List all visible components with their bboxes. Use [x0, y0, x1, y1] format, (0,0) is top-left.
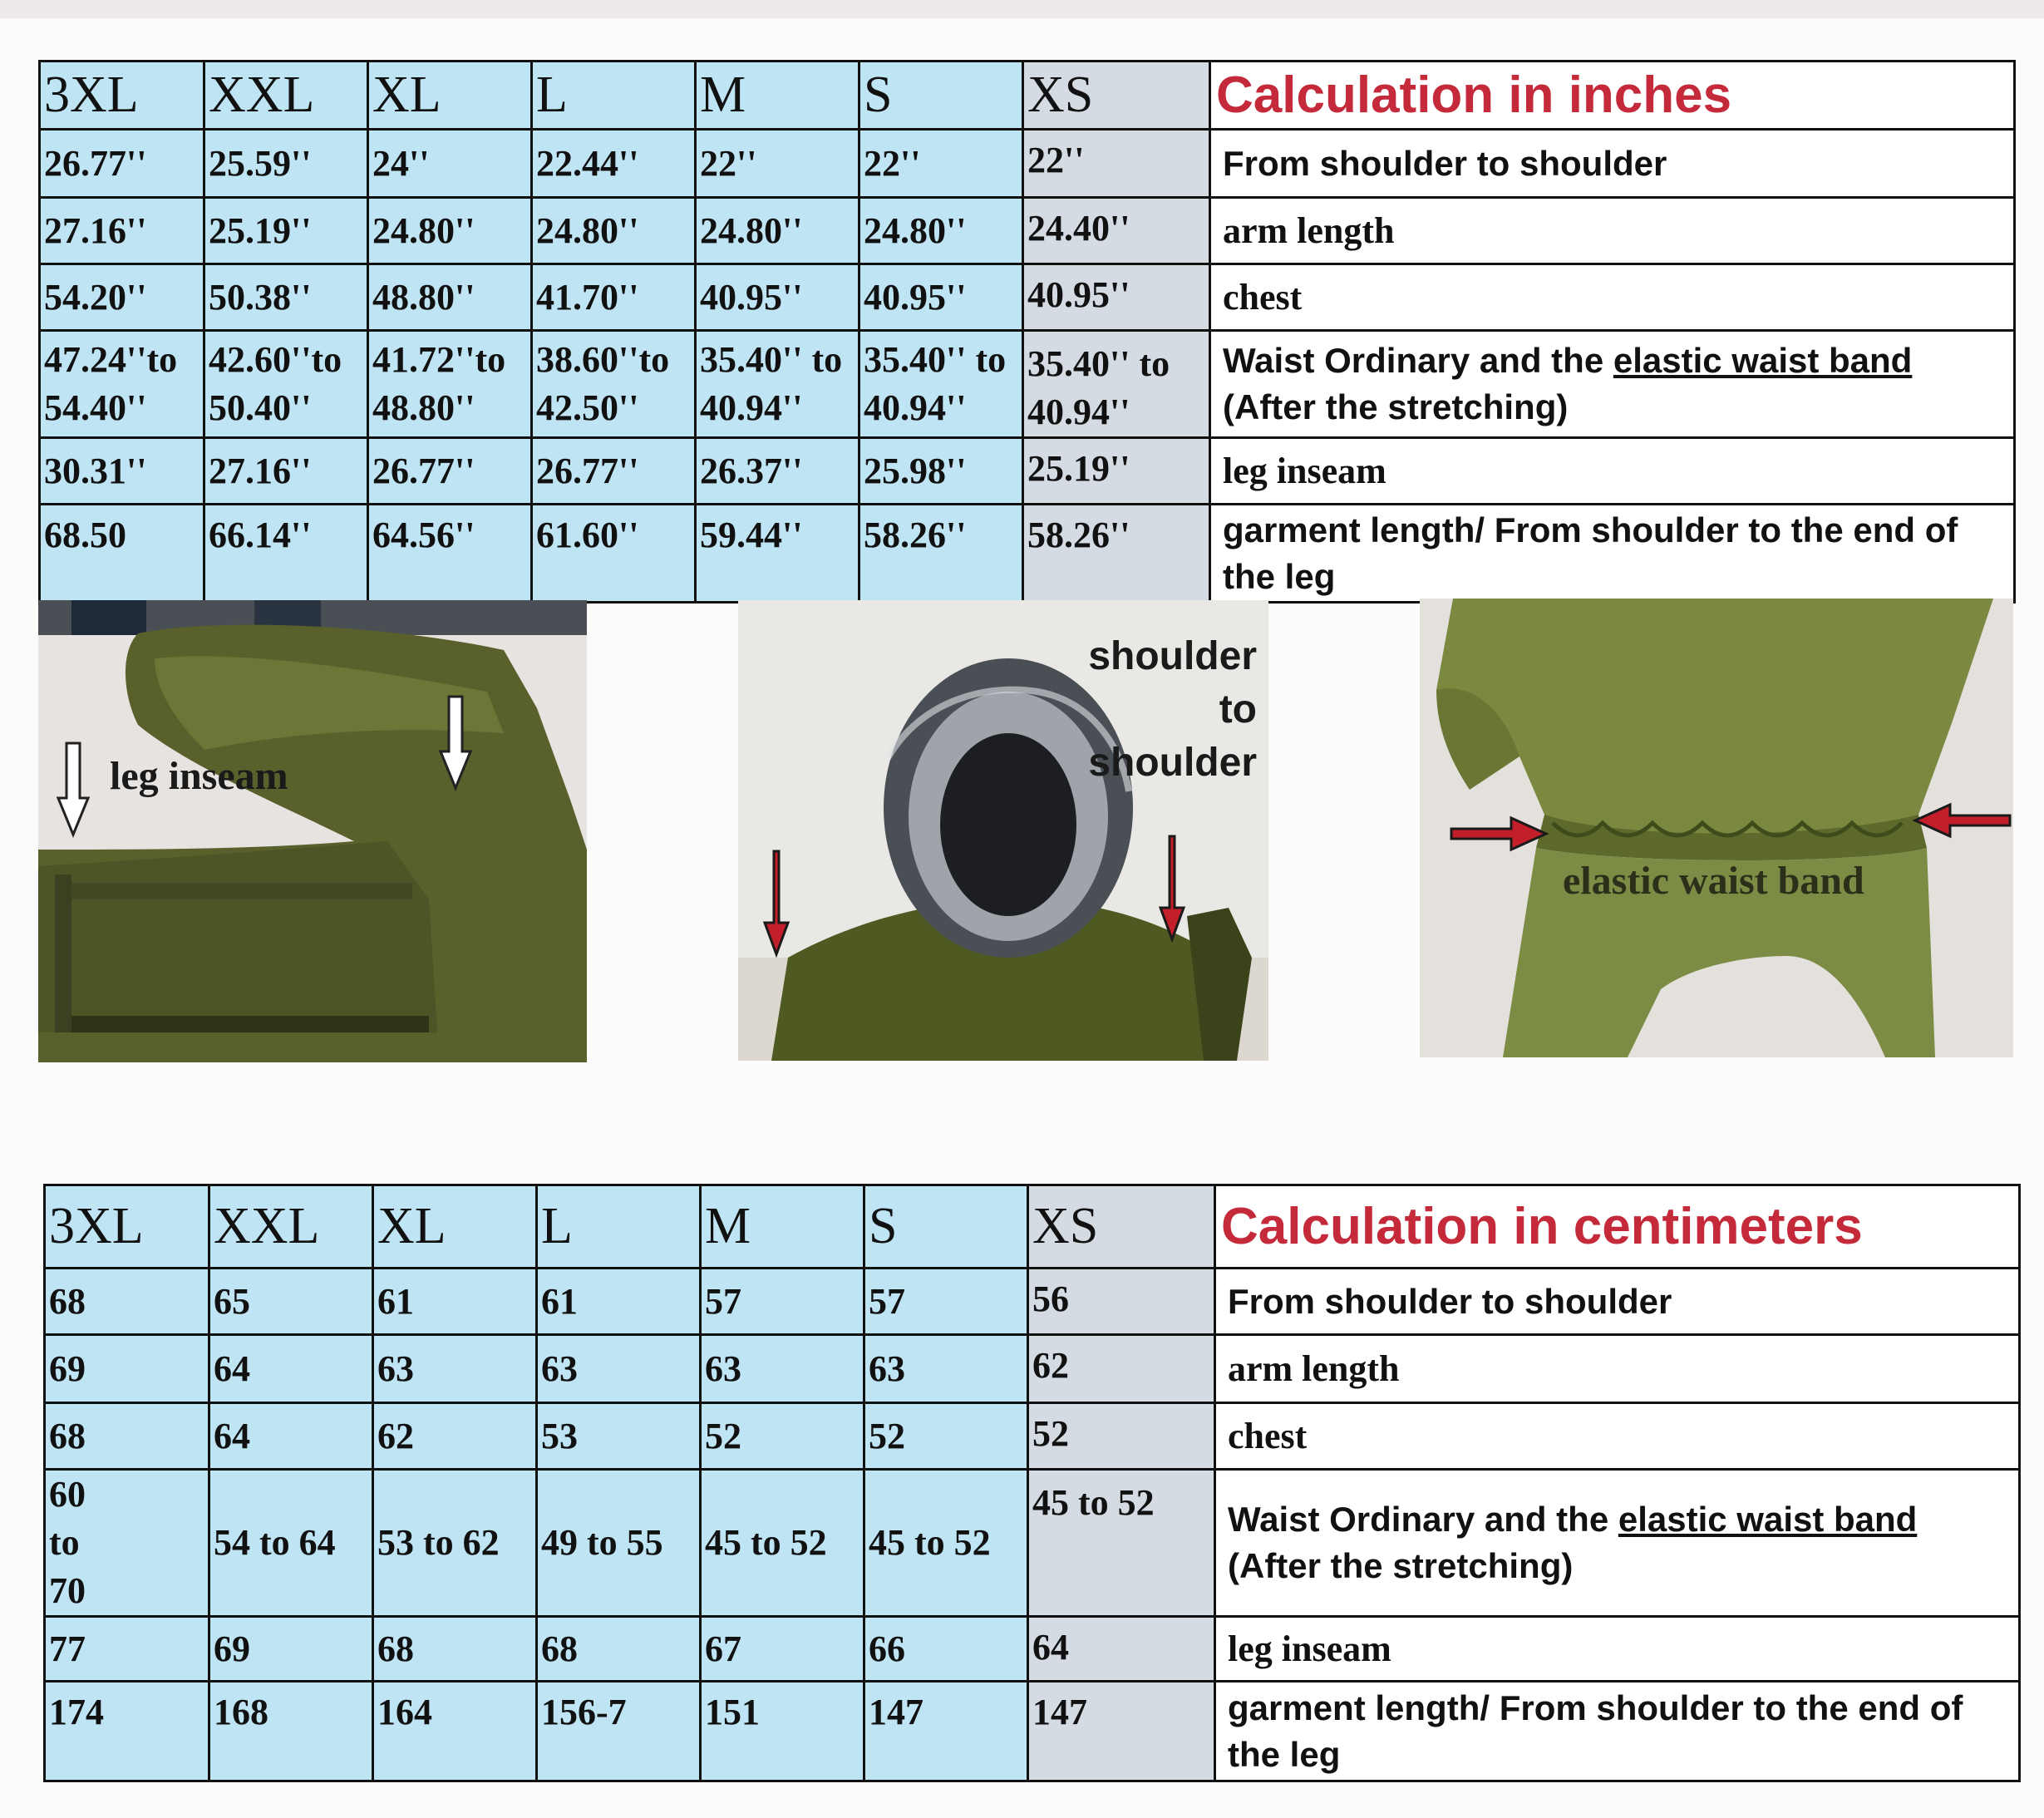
- table-cell: 24'': [368, 130, 532, 198]
- waist-band-photo: [1420, 599, 2013, 1057]
- row-label: leg inseam: [1210, 438, 2015, 505]
- table-row: [45, 1470, 2020, 1617]
- row-label: leg inseam: [1215, 1617, 2020, 1682]
- table-cell: 22'': [859, 130, 1023, 198]
- table-cell: 147: [864, 1682, 1028, 1781]
- table-cell: 168: [209, 1682, 373, 1781]
- table-cell: 68: [45, 1403, 209, 1470]
- table-cell: 58.26'': [859, 505, 1023, 603]
- table-cell: 45 to 52: [864, 1470, 1028, 1617]
- size-header-l: L: [537, 1185, 701, 1269]
- table-cell: 40.95'': [1023, 264, 1210, 331]
- table-cell: 69: [209, 1617, 373, 1682]
- inches-table: [38, 60, 2016, 604]
- table-cell: 45 to 52: [701, 1470, 864, 1617]
- table-cell: 24.80'': [368, 198, 532, 264]
- table-cell: 27.16'': [40, 198, 204, 264]
- scan-top-band: [0, 0, 2044, 18]
- table-cell: 64: [209, 1403, 373, 1470]
- row-label: garment length/ From shoulder to the end of the leg: [1210, 505, 2015, 603]
- table-row: [45, 1269, 2020, 1335]
- table-cell: 57: [701, 1269, 864, 1335]
- table-cell: 52: [701, 1403, 864, 1470]
- table-cell: 68: [537, 1617, 701, 1682]
- table-row: [45, 1617, 2020, 1682]
- table-cell: 52: [864, 1403, 1028, 1470]
- size-header-m: M: [696, 62, 859, 130]
- shoulder-photo: [738, 600, 1268, 1061]
- size-header-xxl: XXL: [204, 62, 368, 130]
- table-cell: 68: [373, 1617, 537, 1682]
- table-cell: 64.56'': [368, 505, 532, 603]
- waist-label-underlined: elastic waist band: [1618, 1500, 1918, 1539]
- table-cell: 151: [701, 1682, 864, 1781]
- size-header-3xl: 3XL: [40, 62, 204, 130]
- table-cell: 64: [209, 1335, 373, 1403]
- table-cell: 40.95'': [859, 264, 1023, 331]
- row-label: From shoulder to shoulder: [1215, 1269, 2020, 1335]
- table-cell: 164: [373, 1682, 537, 1781]
- size-header-xs: XS: [1028, 1185, 1215, 1269]
- table-cell: 48.80'': [368, 264, 532, 331]
- table-cell: 24.40'': [1023, 198, 1210, 264]
- table-cell: 68.50: [40, 505, 204, 603]
- row-label-waist: [1215, 1470, 2020, 1617]
- leg-inseam-caption: leg inseam: [110, 754, 288, 798]
- leg-inseam-illustration: [38, 600, 587, 1062]
- inches-title: Calculation in inches: [1210, 62, 2015, 130]
- table-cell: 63: [373, 1335, 537, 1403]
- table-cell: 53: [537, 1403, 701, 1470]
- table-cell: 69: [45, 1335, 209, 1403]
- size-header-xs: XS: [1023, 62, 1210, 130]
- table-row: [45, 1403, 2020, 1470]
- leg-inseam-photo: [38, 600, 587, 1062]
- table-cell: 53 to 62: [373, 1470, 537, 1617]
- table-cell: 56: [1028, 1269, 1215, 1335]
- row-label: chest: [1210, 264, 2015, 331]
- table-cell: 41.70'': [532, 264, 696, 331]
- table-cell: 41.72''to 48.80'': [368, 331, 532, 438]
- down-arrow-icon: [57, 740, 90, 840]
- table-cell: 52: [1028, 1403, 1215, 1470]
- table-cell: 27.16'': [204, 438, 368, 505]
- table-cell: 57: [864, 1269, 1028, 1335]
- size-header-l: L: [532, 62, 696, 130]
- row-label: garment length/ From shoulder to the end of the leg: [1215, 1682, 2020, 1781]
- table-cell: 64: [1028, 1617, 1215, 1682]
- table-cell: 22'': [696, 130, 859, 198]
- table-row: [40, 130, 2015, 198]
- table-cell: 24.80'': [859, 198, 1023, 264]
- waist-label-underlined: elastic waist band: [1613, 341, 1913, 380]
- table-cell: 26.77'': [40, 130, 204, 198]
- table-row: [45, 1335, 2020, 1403]
- waist-label-note: (After the stretching): [1228, 1546, 1574, 1585]
- table-cell: 61.60'': [532, 505, 696, 603]
- table-cell: 25.59'': [204, 130, 368, 198]
- table-cell: 61: [537, 1269, 701, 1335]
- centimeters-title: Calculation in centimeters: [1215, 1185, 2020, 1269]
- size-header-xl: XL: [373, 1185, 537, 1269]
- waist-label-note: (After the stretching): [1223, 387, 1569, 426]
- table-cell: 58.26'': [1023, 505, 1210, 603]
- table-row: [40, 264, 2015, 331]
- table-cell: 26.77'': [368, 438, 532, 505]
- centimeters-header-row: [45, 1185, 2020, 1269]
- size-header-xl: XL: [368, 62, 532, 130]
- table-cell: 26.77'': [532, 438, 696, 505]
- size-header-s: S: [864, 1185, 1028, 1269]
- waist-band-caption: elastic waist band: [1563, 859, 1864, 903]
- table-cell: 38.60''to 42.50'': [532, 331, 696, 438]
- table-cell: 174: [45, 1682, 209, 1781]
- table-cell: 22'': [1023, 130, 1210, 198]
- table-cell: 22.44'': [532, 130, 696, 198]
- table-cell: 59.44'': [696, 505, 859, 603]
- table-cell: 35.40'' to 40.94'': [696, 331, 859, 438]
- table-cell: 63: [537, 1335, 701, 1403]
- table-cell: 42.60''to 50.40'': [204, 331, 368, 438]
- shoulder-caption-2: to: [1219, 687, 1257, 732]
- red-left-arrow-icon: [1912, 800, 2012, 841]
- table-cell: 63: [701, 1335, 864, 1403]
- red-down-arrow-icon: [1155, 835, 1189, 943]
- table-cell: 30.31'': [40, 438, 204, 505]
- table-cell: 25.98'': [859, 438, 1023, 505]
- table-cell: 26.37'': [696, 438, 859, 505]
- row-label: chest: [1215, 1403, 2020, 1470]
- table-cell: 40.95'': [696, 264, 859, 331]
- table-cell: 60 to 70: [45, 1470, 209, 1617]
- table-row: [40, 331, 2015, 438]
- table-cell: 24.80'': [696, 198, 859, 264]
- table-cell: 66: [864, 1617, 1028, 1682]
- table-row: [40, 438, 2015, 505]
- size-header-m: M: [701, 1185, 864, 1269]
- centimeters-table: [43, 1184, 2021, 1782]
- table-cell: 66.14'': [204, 505, 368, 603]
- red-down-arrow-icon: [760, 850, 793, 958]
- table-cell: 68: [45, 1269, 209, 1335]
- row-label-waist: [1210, 331, 2015, 438]
- table-cell: 77: [45, 1617, 209, 1682]
- inches-header-row: [40, 62, 2015, 130]
- size-header-xxl: XXL: [209, 1185, 373, 1269]
- table-cell: 24.80'': [532, 198, 696, 264]
- shoulder-caption-3: shoulder: [1088, 741, 1257, 785]
- table-cell: 65: [209, 1269, 373, 1335]
- table-cell: 67: [701, 1617, 864, 1682]
- table-row: [40, 505, 2015, 603]
- table-cell: 45 to 52: [1028, 1470, 1215, 1617]
- table-cell: 49 to 55: [537, 1470, 701, 1617]
- red-right-arrow-icon: [1450, 813, 1549, 855]
- table-cell: 63: [864, 1335, 1028, 1403]
- waist-label-text: Waist Ordinary and the: [1223, 341, 1613, 380]
- table-cell: 156-7: [537, 1682, 701, 1781]
- table-cell: 35.40'' to 40.94'': [859, 331, 1023, 438]
- table-cell: 61: [373, 1269, 537, 1335]
- table-cell: 62: [373, 1403, 537, 1470]
- row-label: From shoulder to shoulder: [1210, 130, 2015, 198]
- table-cell: 54.20'': [40, 264, 204, 331]
- row-label: arm length: [1215, 1335, 2020, 1403]
- row-label: arm length: [1210, 198, 2015, 264]
- size-header-3xl: 3XL: [45, 1185, 209, 1269]
- shoulder-caption-1: shoulder: [1088, 634, 1257, 678]
- table-cell: 50.38'': [204, 264, 368, 331]
- table-row: [45, 1682, 2020, 1781]
- table-cell: 147: [1028, 1682, 1215, 1781]
- down-arrow-icon: [439, 693, 472, 793]
- table-cell: 47.24''to 54.40'': [40, 331, 204, 438]
- waist-label-text: Waist Ordinary and the: [1228, 1500, 1618, 1539]
- table-row: [40, 198, 2015, 264]
- table-cell: 54 to 64: [209, 1470, 373, 1617]
- size-header-s: S: [859, 62, 1023, 130]
- table-cell: 25.19'': [1023, 438, 1210, 505]
- table-cell: 35.40'' to 40.94'': [1023, 331, 1210, 438]
- table-cell: 62: [1028, 1335, 1215, 1403]
- table-cell: 25.19'': [204, 198, 368, 264]
